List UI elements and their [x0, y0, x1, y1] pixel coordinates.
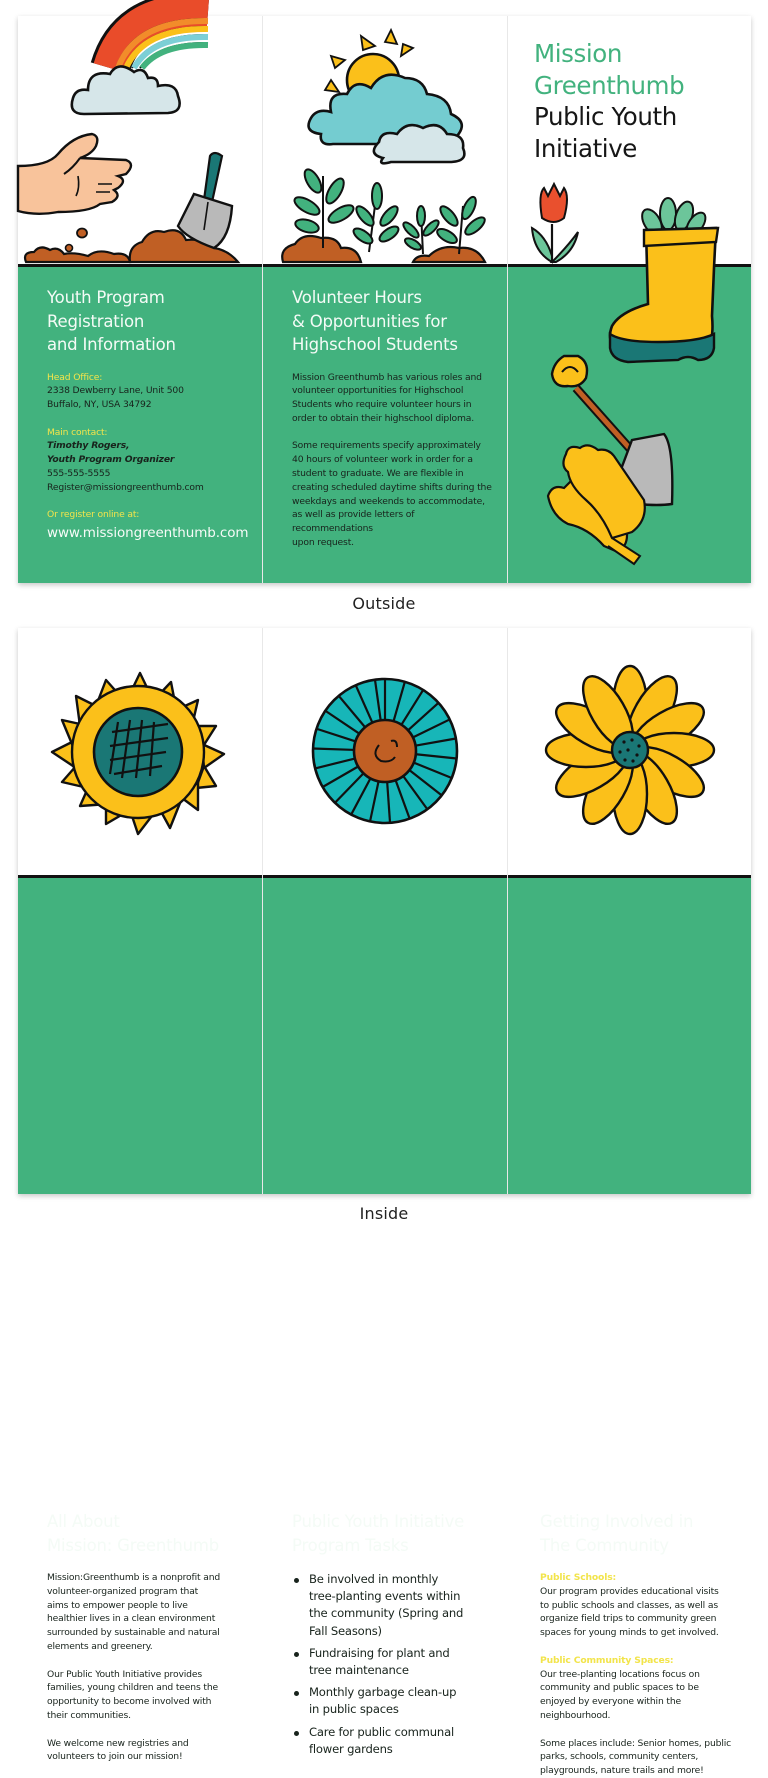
inside-panel-about: [18, 628, 263, 1763]
contact-name: Timothy Rogers,: [47, 440, 130, 452]
contact-role: Youth Program Organizer: [47, 454, 175, 466]
body-line: as well as provide letters of recommendations: [292, 509, 415, 535]
volunteer-content: [292, 286, 493, 550]
illustration-sunflower: [18, 628, 262, 875]
body-line: volunteer opportunities for Highschool: [292, 385, 464, 397]
body-line: Our tree-planting locations focus on: [540, 1668, 700, 1680]
illustration-teal-daisy: [263, 628, 507, 875]
inside-panel-community: [508, 628, 751, 1777]
heading-line: Mission: Greenthumb: [47, 1535, 220, 1555]
body-line: surrounded by sustainable and natural: [47, 1627, 220, 1639]
task-item: [292, 1571, 493, 1640]
task-item: [292, 1645, 493, 1679]
body-line: community and public spaces to be: [540, 1682, 699, 1694]
head-office-label: Head Office:: [47, 371, 103, 383]
body-line: order to obtain their highschool diploma.: [292, 412, 475, 424]
public-spaces-label: Public Community Spaces:: [540, 1654, 674, 1666]
task-line: tree maintenance: [309, 1663, 409, 1678]
body-line: creating scheduled daytime shifts during the: [292, 481, 492, 493]
body-line: aims to empower people to live: [47, 1599, 188, 1611]
heading-line: Public Youth Initiative: [292, 1512, 465, 1531]
body-line: student to graduate. We are flexible in: [292, 468, 464, 480]
task-line: Be involved in monthly: [309, 1572, 439, 1586]
community-heading: [540, 1510, 737, 1557]
registration-heading: [47, 286, 248, 357]
title-line-dark: Public Youth: [534, 102, 677, 131]
about-heading: [47, 1510, 248, 1557]
task-line: Care for public communal: [309, 1724, 455, 1739]
tulip-boot-shovel-gloves-icon: [508, 16, 751, 583]
body-line: parks, schools, community centers,: [540, 1751, 699, 1763]
illustration-sun-clouds-seedlings: [263, 16, 507, 264]
illustration-yellow-daisy: [508, 628, 751, 875]
body-line: weekdays and weekends to accommodate,: [292, 495, 485, 507]
body-line: enjoyed by everyone within the: [540, 1696, 682, 1708]
body-line: upon request.: [292, 537, 354, 549]
body-line: Students who require volunteer hours in: [292, 399, 472, 411]
task-line: flower gardens: [309, 1741, 393, 1756]
body-line: families, young children and teens the: [47, 1682, 219, 1694]
task-item: [292, 1724, 493, 1758]
heading-line: Youth Program: [47, 288, 165, 307]
brochure-outside-sheet: [18, 16, 751, 583]
task-item: [292, 1684, 493, 1718]
address-line: 2338 Dewberry Lane, Unit 500: [47, 385, 184, 397]
registration-content: [47, 286, 248, 542]
body-line: playgrounds, nature trails and more!: [540, 1765, 704, 1777]
title-line-dark: Initiative: [534, 133, 637, 163]
website-link[interactable]: www.missiongreenthumb.com: [47, 525, 249, 542]
heading-line: Program Tasks: [292, 1535, 409, 1555]
task-list: [292, 1571, 493, 1758]
heading-line: Registration: [47, 311, 145, 331]
heading-line: Highschool Students: [292, 335, 458, 354]
body-line: elements and greenery.: [47, 1640, 153, 1652]
task-line: in public spaces: [309, 1702, 399, 1717]
panel-green-band: [508, 875, 751, 1194]
heading-line: & Opportunities for: [292, 311, 447, 331]
body-line: Mission Greenthumb has various roles and: [292, 371, 482, 383]
outside-panel-volunteer: [263, 16, 508, 583]
body-line: Our program provides educational visits: [540, 1585, 719, 1597]
body-line: We welcome new registries and: [47, 1737, 189, 1749]
body-line: Our Public Youth Initiative provides: [47, 1668, 202, 1680]
title-line-green: Mission: [534, 39, 622, 68]
heading-line: The Community: [540, 1535, 669, 1555]
panel-green-band: [263, 875, 507, 1194]
body-line: 40 hours of volunteer work in order for a: [292, 454, 473, 466]
inside-caption: Inside: [359, 1204, 409, 1223]
heading-line: Volunteer Hours: [292, 288, 422, 307]
body-line: Mission:Greenthumb is a nonprofit and: [47, 1572, 221, 1583]
heading-line: All About: [47, 1512, 120, 1531]
contact-phone[interactable]: 555-555-5555: [47, 468, 111, 480]
body-line: organize field trips to community green: [540, 1613, 717, 1625]
body-line: spaces for young minds to get involved.: [540, 1627, 719, 1639]
body-line: their communities.: [47, 1709, 131, 1721]
body-line: volunteer-organized program that: [47, 1585, 199, 1597]
body-line: Some places include: Senior homes, public: [540, 1737, 732, 1749]
main-contact-label: Main contact:: [47, 426, 108, 438]
task-line: Fall Seasons): [309, 1623, 382, 1638]
body-line: neighbourhood.: [540, 1709, 611, 1721]
rainbow-cloud-icon: [18, 16, 263, 264]
about-content: [47, 1510, 248, 1764]
outside-panel-registration: [18, 16, 263, 583]
sunflower-icon: [18, 628, 263, 875]
outside-panel-cover: [508, 16, 751, 583]
body-line: opportunity to become involved with: [47, 1696, 212, 1708]
register-online-label: Or register online at:: [47, 509, 140, 521]
volunteer-heading: [292, 286, 493, 357]
title-line-green: Greenthumb: [534, 70, 685, 100]
body-line: volunteers to join our mission!: [47, 1751, 183, 1763]
public-schools-label: Public Schools:: [540, 1572, 617, 1583]
task-line: the community (Spring and: [309, 1606, 464, 1621]
contact-email[interactable]: Register@missiongreenthumb.com: [47, 481, 204, 493]
task-line: Monthly garbage clean-up: [309, 1685, 457, 1700]
sun-cloud-seedlings-icon: [263, 16, 508, 264]
community-content: [540, 1510, 737, 1778]
body-line: healthier lives in a clean environment: [47, 1613, 216, 1625]
tasks-content: [292, 1510, 493, 1763]
body-line: to public schools and classes, as well as: [540, 1599, 718, 1611]
teal-daisy-icon: [263, 628, 508, 875]
address-line: Buffalo, NY, USA 34792: [47, 399, 152, 411]
panel-green-band: [18, 875, 262, 1194]
illustration-hand-sowing: [18, 16, 262, 264]
task-line: tree-planting events within: [309, 1589, 461, 1604]
heading-line: and Information: [47, 335, 176, 354]
body-line: Some requirements specify approximately: [292, 440, 481, 452]
tasks-heading: [292, 1510, 493, 1557]
heading-line: Getting Involved in: [540, 1512, 694, 1531]
yellow-daisy-icon: [508, 628, 751, 875]
task-line: Fundraising for plant and: [309, 1645, 450, 1660]
outside-caption: Outside: [352, 594, 416, 613]
